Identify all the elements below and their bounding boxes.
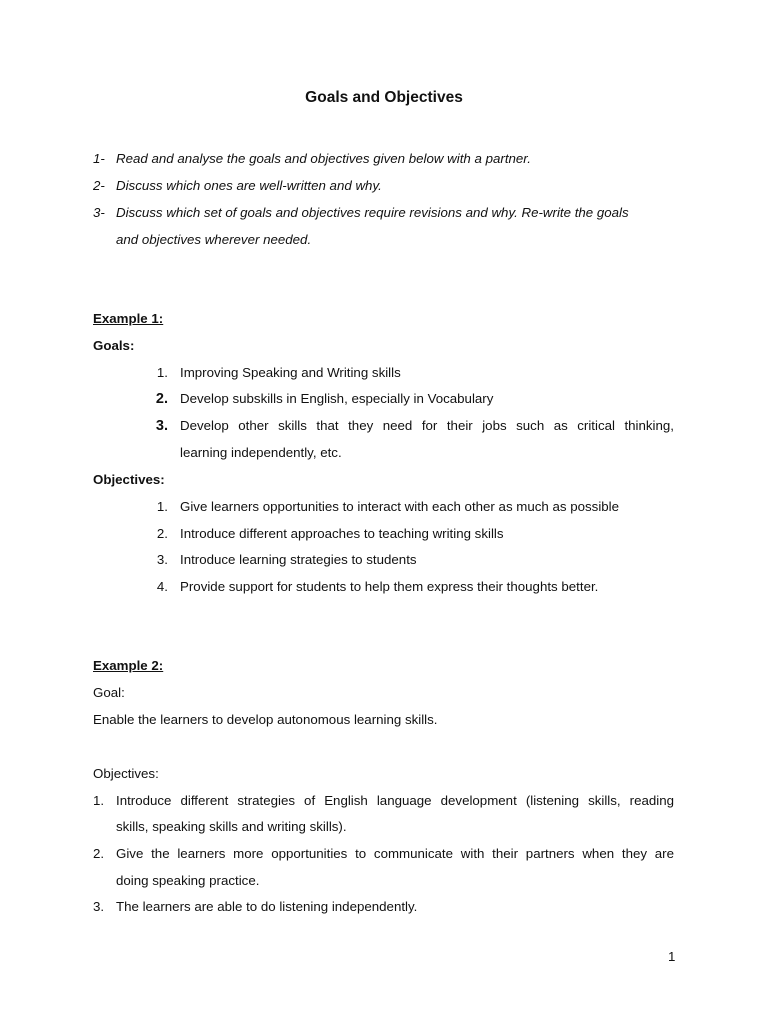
goals-label: Goals: [93,338,135,353]
goal-number: 3. [155,418,168,434]
objective-number: 3. [93,899,105,914]
page-title: Goals and Objectives [305,89,463,106]
objective-text: Introduce different approaches to teaching writing skills [180,526,504,541]
goal-number: 1. [156,365,168,380]
objective-text-continued: doing speaking practice. [116,873,260,888]
instruction-text: Discuss which ones are well-written and why. [116,178,382,193]
objectives-label: Objectives: [93,766,159,781]
goal-number: 2. [155,391,168,407]
goal-text: Improving Speaking and Writing skills [180,365,401,380]
instruction-text: Discuss which set of goals and objectives require revisions and why. Re-write the goals [116,205,629,220]
goal-label: Goal: [93,685,125,700]
goal-text: Develop subskills in English, especially in Vocabulary [180,391,494,406]
objective-text: Introduce learning strategies to students [180,552,417,567]
objective-text: The learners are able to do listening independently. [116,899,418,914]
example-2-heading: Example 2: [93,658,164,673]
objective-number: 4. [156,579,168,594]
objectives-label: Objectives: [93,472,165,487]
goal-text-continued: learning independently, etc. [180,445,342,460]
instruction-text: Read and analyse the goals and objectives given below with a partner. [116,151,531,166]
page-number: 1 [668,949,676,964]
instruction-number: 1- [93,151,105,166]
objective-number: 1. [93,793,105,808]
objective-text: Give learners opportunities to interact with each other as much as possible [180,499,620,514]
objective-number: 2. [93,846,105,861]
instruction-number: 3- [93,205,105,220]
objective-number: 1. [156,499,168,514]
example-1-heading: Example 1: [93,311,164,326]
objective-text: Introduce different strategies of English language development (listening skills, reading [116,793,674,808]
objective-text: Provide support for students to help them express their thoughts better. [180,579,599,594]
objective-text: Give the learners more opportunities to communicate with their partners when they are [116,846,674,861]
objective-text-continued: skills, speaking skills and writing skills). [116,819,347,834]
instruction-text-continued: and objectives wherever needed. [116,232,312,247]
goal-text: Enable the learners to develop autonomous learning skills. [93,712,438,727]
objective-number: 3. [156,552,168,567]
objective-number: 2. [156,526,168,541]
instruction-number: 2- [93,178,105,193]
goal-text: Develop other skills that they need for their jobs such as critical thinking, [180,418,674,433]
